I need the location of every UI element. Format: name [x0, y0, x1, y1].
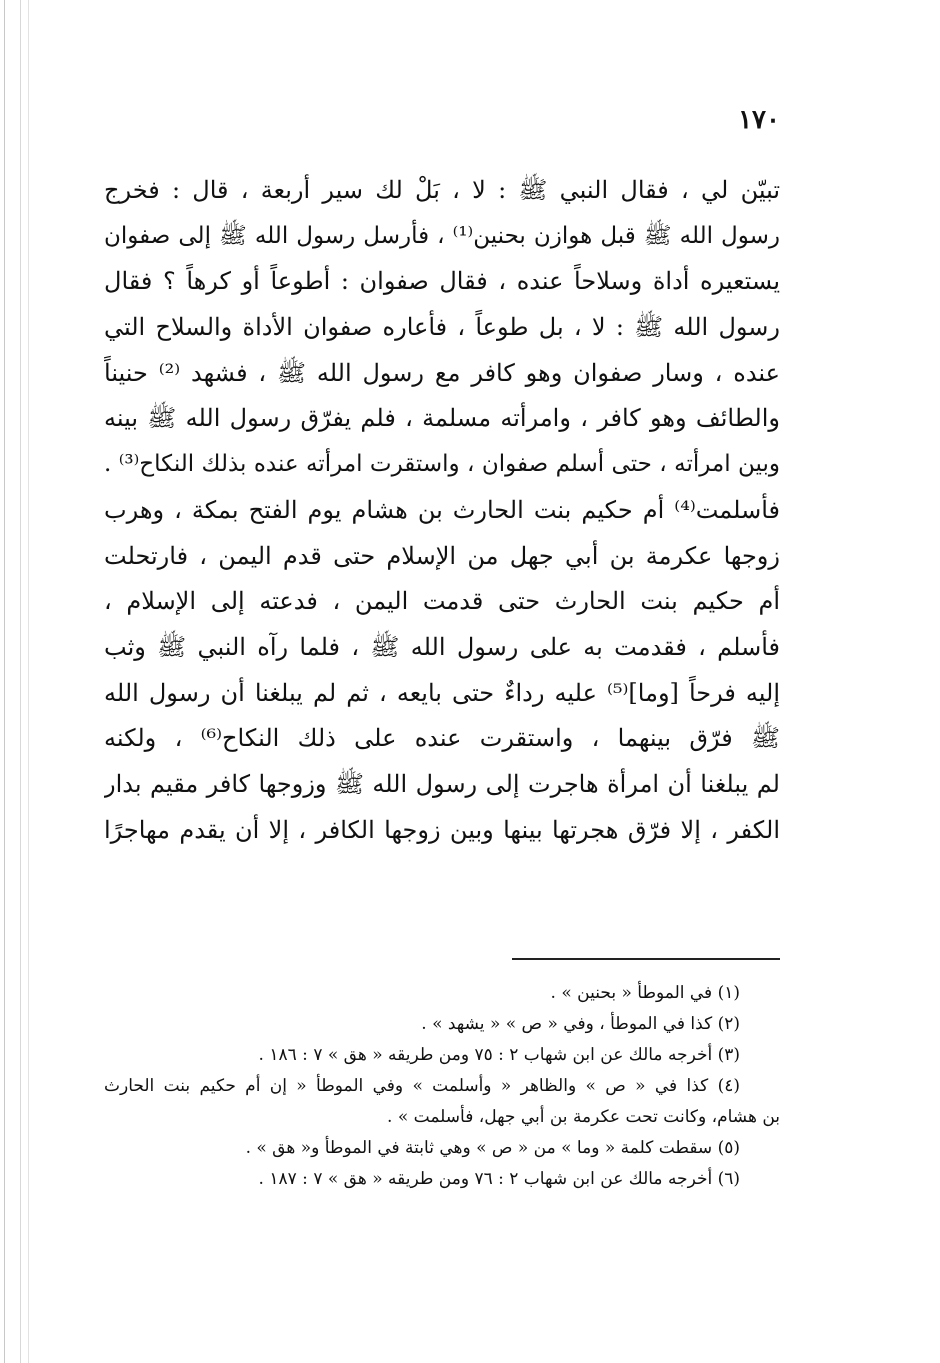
text-line: لم يبلغنا أن امرأة هاجرت إلى رسول الله ﷺ وزوجها كافر مقيم بدار [104, 769, 780, 798]
footnote-continuation: بن هشام، وكانت تحت عكرمة بن أبي جهل، فأسلمت » . [387, 1107, 780, 1127]
text-line: عنده ، وسار صفوان وهو كافر مع رسول الله ﷺ ، فشهد ⁽²⁾ حنيناً [104, 358, 780, 387]
text-line: فأسلم ، فقدمت به على رسول الله ﷺ ، فلما رآه النبي ﷺ وثب [104, 632, 780, 661]
text-line: الكفر ، إلا فرّق هجرتها بينها وبين زوجها الكافر ، إلا أن يقدم مهاجرًا [104, 815, 780, 844]
footnote: (٦) أخرجه مالك عن ابن شهاب ٢ : ٧٦ ومن طريقه « هق » ٧ : ١٨٧ . [258, 1169, 740, 1189]
text-line: زوجها عكرمة بن أبي جهل من الإسلام حتى قدم اليمن ، فارتحلت [104, 541, 780, 570]
text-line: ﷺ فرّق بينهما ، واستقرت عنده على ذلك النكاح⁽⁶⁾ ، ولكنه [104, 724, 780, 753]
footnote: (٣) أخرجه مالك عن ابن شهاب ٢ : ٧٥ ومن طريقه « هق » ٧ : ١٨٦ . [258, 1045, 740, 1065]
scan-gutter-line [20, 0, 21, 1363]
footnote: (٤) كذا في « ص » والظاهر « وأسلمت » وفي الموطأ « إن أم حكيم بنت الحارث [104, 1076, 740, 1096]
page-number: ١٧٠ [738, 105, 780, 135]
book-page [104, 100, 780, 1260]
text-line: وبين امرأته ، حتى أسلم صفوان ، واستقرت امرأته عنده بذلك النكاح⁽³⁾ . [104, 451, 780, 478]
text-line: فأسلمت⁽⁴⁾ أم حكيم بنت الحارث بن هشام يوم الفتح بمكة ، وهرب [104, 495, 780, 524]
footnote: (٥) سقطت كلمة « وما » من « ص » وهي ثابتة في الموطأ و« هق » . [245, 1138, 740, 1158]
text-line: رسول الله ﷺ قبل هوازن بحنين⁽¹⁾ ، فأرسل رسول الله ﷺ إلى صفوان [104, 222, 780, 249]
text-line: يستعيره أداة وسلاحاً عنده ، فقال صفوان : أطوعاً أو كرهاً ؟ فقال [104, 267, 780, 296]
text-line: أم حكيم بنت الحارث حتى قدمت اليمن ، فدعته إلى الإسلام ، [104, 587, 780, 616]
scan-gutter-line [4, 0, 5, 1363]
text-line: والطائف وهو كافر ، وامرأته مسلمة ، فلم يفرّق رسول الله ﷺ بينه [104, 404, 780, 433]
footnotes [104, 978, 780, 1195]
main-text [104, 168, 780, 853]
text-line: تبيّن لي ، فقال النبي ﷺ : لا ، بَلْ لك سير أربعة ، قال : فخرج [104, 176, 780, 204]
text-line: رسول الله ﷺ : لا ، بل طوعاً ، فأعاره صفوان الأداة والسلاح التي [104, 313, 780, 342]
text-line: إليه فرحاً [وما]⁽⁵⁾ عليه رداءٌ حتى بايعه ، ثم لم يبلغنا أن رسول الله [104, 678, 780, 707]
scan-gutter-line [28, 0, 29, 1363]
footnote-separator [512, 958, 780, 960]
footnote: (١) في الموطأ « بحنين » . [550, 983, 740, 1003]
footnote: (٢) كذا في الموطأ ، وفي « ص » « يشهد » . [421, 1014, 740, 1034]
